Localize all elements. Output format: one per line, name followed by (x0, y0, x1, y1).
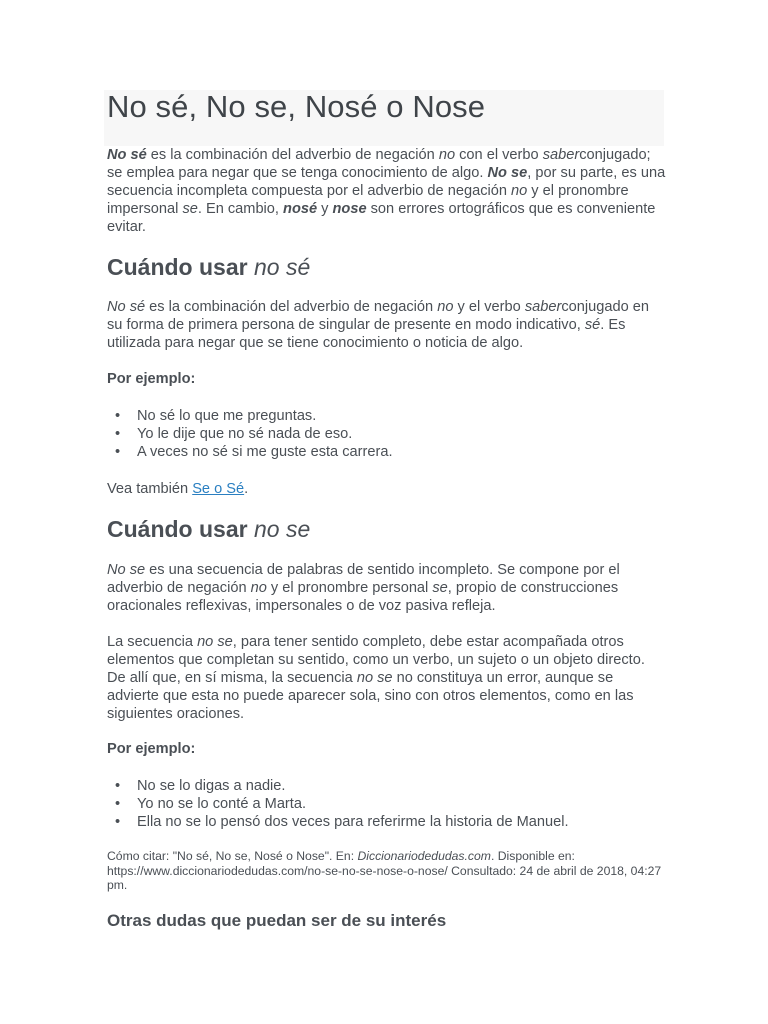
section-heading-no-se-accent: Cuándo usar no sé (107, 254, 311, 280)
list-item: • A veces no sé si me guste esta carrera. (107, 443, 393, 461)
list-item: • No sé lo que me preguntas. (107, 407, 393, 425)
section2-paragraph-2: La secuencia no se, para tener sentido completo, debe estar acompañada otros elementos que completan su sentido, como un verbo, un sujeto o un objeto directo. De allí que, en sí misma, la secuencia no se no constituya un error, aunque se advierte que esta no puede aparecer sola, sino con otros elementos, como en las siguientes oraciones. (107, 634, 645, 723)
example-label: Por ejemplo: (107, 741, 196, 757)
intro-term-no-se: No se (487, 165, 528, 182)
citation: Cómo citar: "No sé, No se, Nosé o Nose". En: Diccionariodedudas.com. Disponible en: https://www.diccionariodedudas.com/no-se-no-se-nose-o-nose/ Consultado: 24 de abril de 2018, 04:27 pm. (107, 849, 662, 892)
section1-paragraph: No sé es la combinación del adverbio de negación no y el verbo saberconjugado en su forma de primera persona de singular de presente en modo indicativo, sé. Es utilizada para negar que se tiene conocimiento o noticia de algo. (107, 299, 649, 352)
example-list (107, 777, 569, 831)
related-heading: Otras dudas que puedan ser de su interés (107, 911, 447, 930)
intro-term-nose: nose (332, 201, 367, 218)
intro-term-nose-accent: nosé (283, 201, 318, 218)
page-title: No sé, No se, Nosé o Nose (107, 89, 486, 124)
list-item: • Ella no se lo pensó dos veces para referirme la historia de Manuel. (107, 813, 569, 831)
section2-paragraph-1: No se es una secuencia de palabras de sentido incompleto. Se compone por el adverbio de negación no y el pronombre personal se, propio de construcciones oracionales reflexivas, impersonales o de voz pasiva refleja. (107, 562, 620, 615)
list-item: • No se lo digas a nadie. (107, 777, 569, 795)
intro-paragraph: No sé es la combinación del adverbio de negación no con el verbo saberconjugado; se emplea para negar que se tenga conocimiento de algo. No se, por su parte, es una secuencia incompleta compuesta por el adverbio de negación no y el pronombre impersonal se. En cambio, nosé y nose son errores ortográficos que es conveniente evitar. (107, 147, 666, 236)
see-also: Vea también Se o Sé. (107, 481, 249, 497)
list-item: • Yo le dije que no sé nada de eso. (107, 425, 393, 443)
intro-term-no-se-accent: No sé (107, 147, 147, 163)
example-label: Por ejemplo: (107, 371, 196, 387)
example-list (107, 407, 393, 461)
section-heading-no-se: Cuándo usar no se (107, 516, 311, 542)
see-also-link[interactable]: Se o Sé (192, 481, 245, 497)
list-item: • Yo no se lo conté a Marta. (107, 795, 569, 813)
